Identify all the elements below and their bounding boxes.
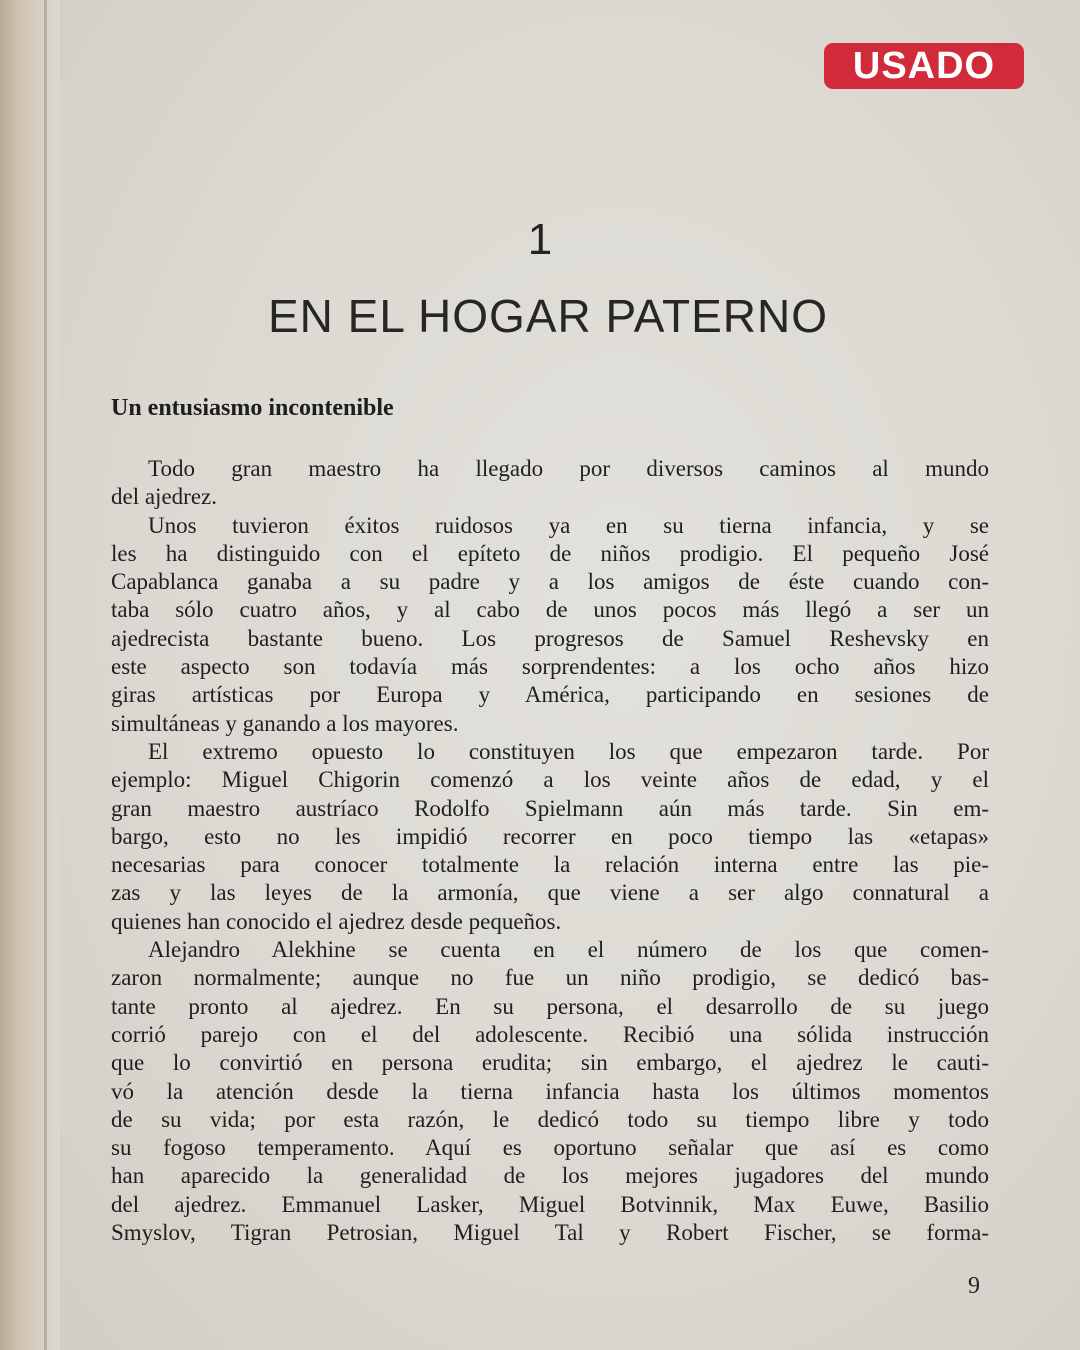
chapter-number: 1	[527, 215, 553, 264]
gutter-shadow-line	[44, 0, 47, 1350]
text-line: vó la atención desde la tierna infancia hasta los últimos momentos	[111, 1078, 989, 1104]
text-line: gran maestro austríaco Rodolfo Spielmann aún más tarde. Sin em-	[111, 795, 989, 821]
text-line: han aparecido la generalidad de los mejores jugadores del mundo	[111, 1163, 989, 1189]
text-line: que lo convirtió en persona erudita; sin embargo, el ajedrez le cauti-	[111, 1050, 989, 1076]
text-line: Unos tuvieron éxitos ruidosos ya en su tierna infancia, y se	[148, 512, 989, 538]
text-line: Todo gran maestro ha llegado por diversos caminos al mundo	[148, 456, 989, 481]
chapter-title: EN EL HOGAR PATERNO	[267, 290, 829, 342]
text-line: simultáneas y ganando a los mayores.	[111, 710, 459, 736]
text-line: quienes han conocido el ajedrez desde pequeños.	[111, 908, 562, 934]
text-line: del ajedrez. Emmanuel Lasker, Miguel Botvinnik, Max Euwe, Basilio	[111, 1191, 989, 1217]
text-line: Alejandro Alekhine se cuenta en el número de los que comen-	[148, 937, 989, 963]
text-line: corrió parejo con el del adolescente. Recibió una sólida instrucción	[111, 1021, 989, 1047]
text-line: su fogoso temperamento. Aquí es oportuno señalar que así es como	[111, 1135, 989, 1161]
book-gutter	[0, 0, 60, 1350]
text-line: les ha distinguido con el epíteto de niños prodigio. El pequeño José	[111, 540, 989, 566]
body-text	[111, 455, 989, 1247]
text-line: este aspecto son todavía más sorprendentes: a los ocho años hizo	[111, 654, 989, 680]
page-number: 9	[968, 1273, 980, 1299]
text-line: zaron normalmente; aunque no fue un niño prodigio, se dedicó bas-	[111, 965, 989, 991]
text-line: ajedrecista bastante bueno. Los progresos de Samuel Reshevsky en	[111, 625, 989, 651]
text-line: ejemplo: Miguel Chigorin comenzó a los veinte años de edad, y el	[111, 767, 989, 793]
text-line: de su vida; por esta razón, le dedicó todo su tiempo libre y todo	[111, 1106, 989, 1132]
text-line: taba sólo cuatro años, y al cabo de unos pocos más llegó a ser un	[111, 597, 989, 623]
text-line: giras artísticas por Europa y América, participando en sesiones de	[111, 682, 989, 708]
text-line: necesarias para conocer totalmente la relación interna entre las pie-	[111, 852, 989, 878]
text-line: Capablanca ganaba a su padre y a los amigos de éste cuando con-	[111, 569, 989, 595]
text-line: zas y las leyes de la armonía, que viene a ser algo connatural a	[111, 880, 989, 906]
text-line: tante pronto al ajedrez. En su persona, el desarrollo de su juego	[111, 993, 989, 1019]
text-line: El extremo opuesto lo constituyen los que empezaron tarde. Por	[148, 738, 989, 764]
section-heading: Un entusiasmo incontenible	[111, 395, 394, 421]
text-line: del ajedrez.	[111, 484, 217, 510]
used-badge: USADO	[824, 43, 1024, 89]
text-line: Smyslov, Tigran Petrosian, Miguel Tal y Robert Fischer, se forma-	[111, 1220, 989, 1246]
text-line: bargo, esto no les impidió recorrer en poco tiempo las «etapas»	[111, 823, 989, 849]
